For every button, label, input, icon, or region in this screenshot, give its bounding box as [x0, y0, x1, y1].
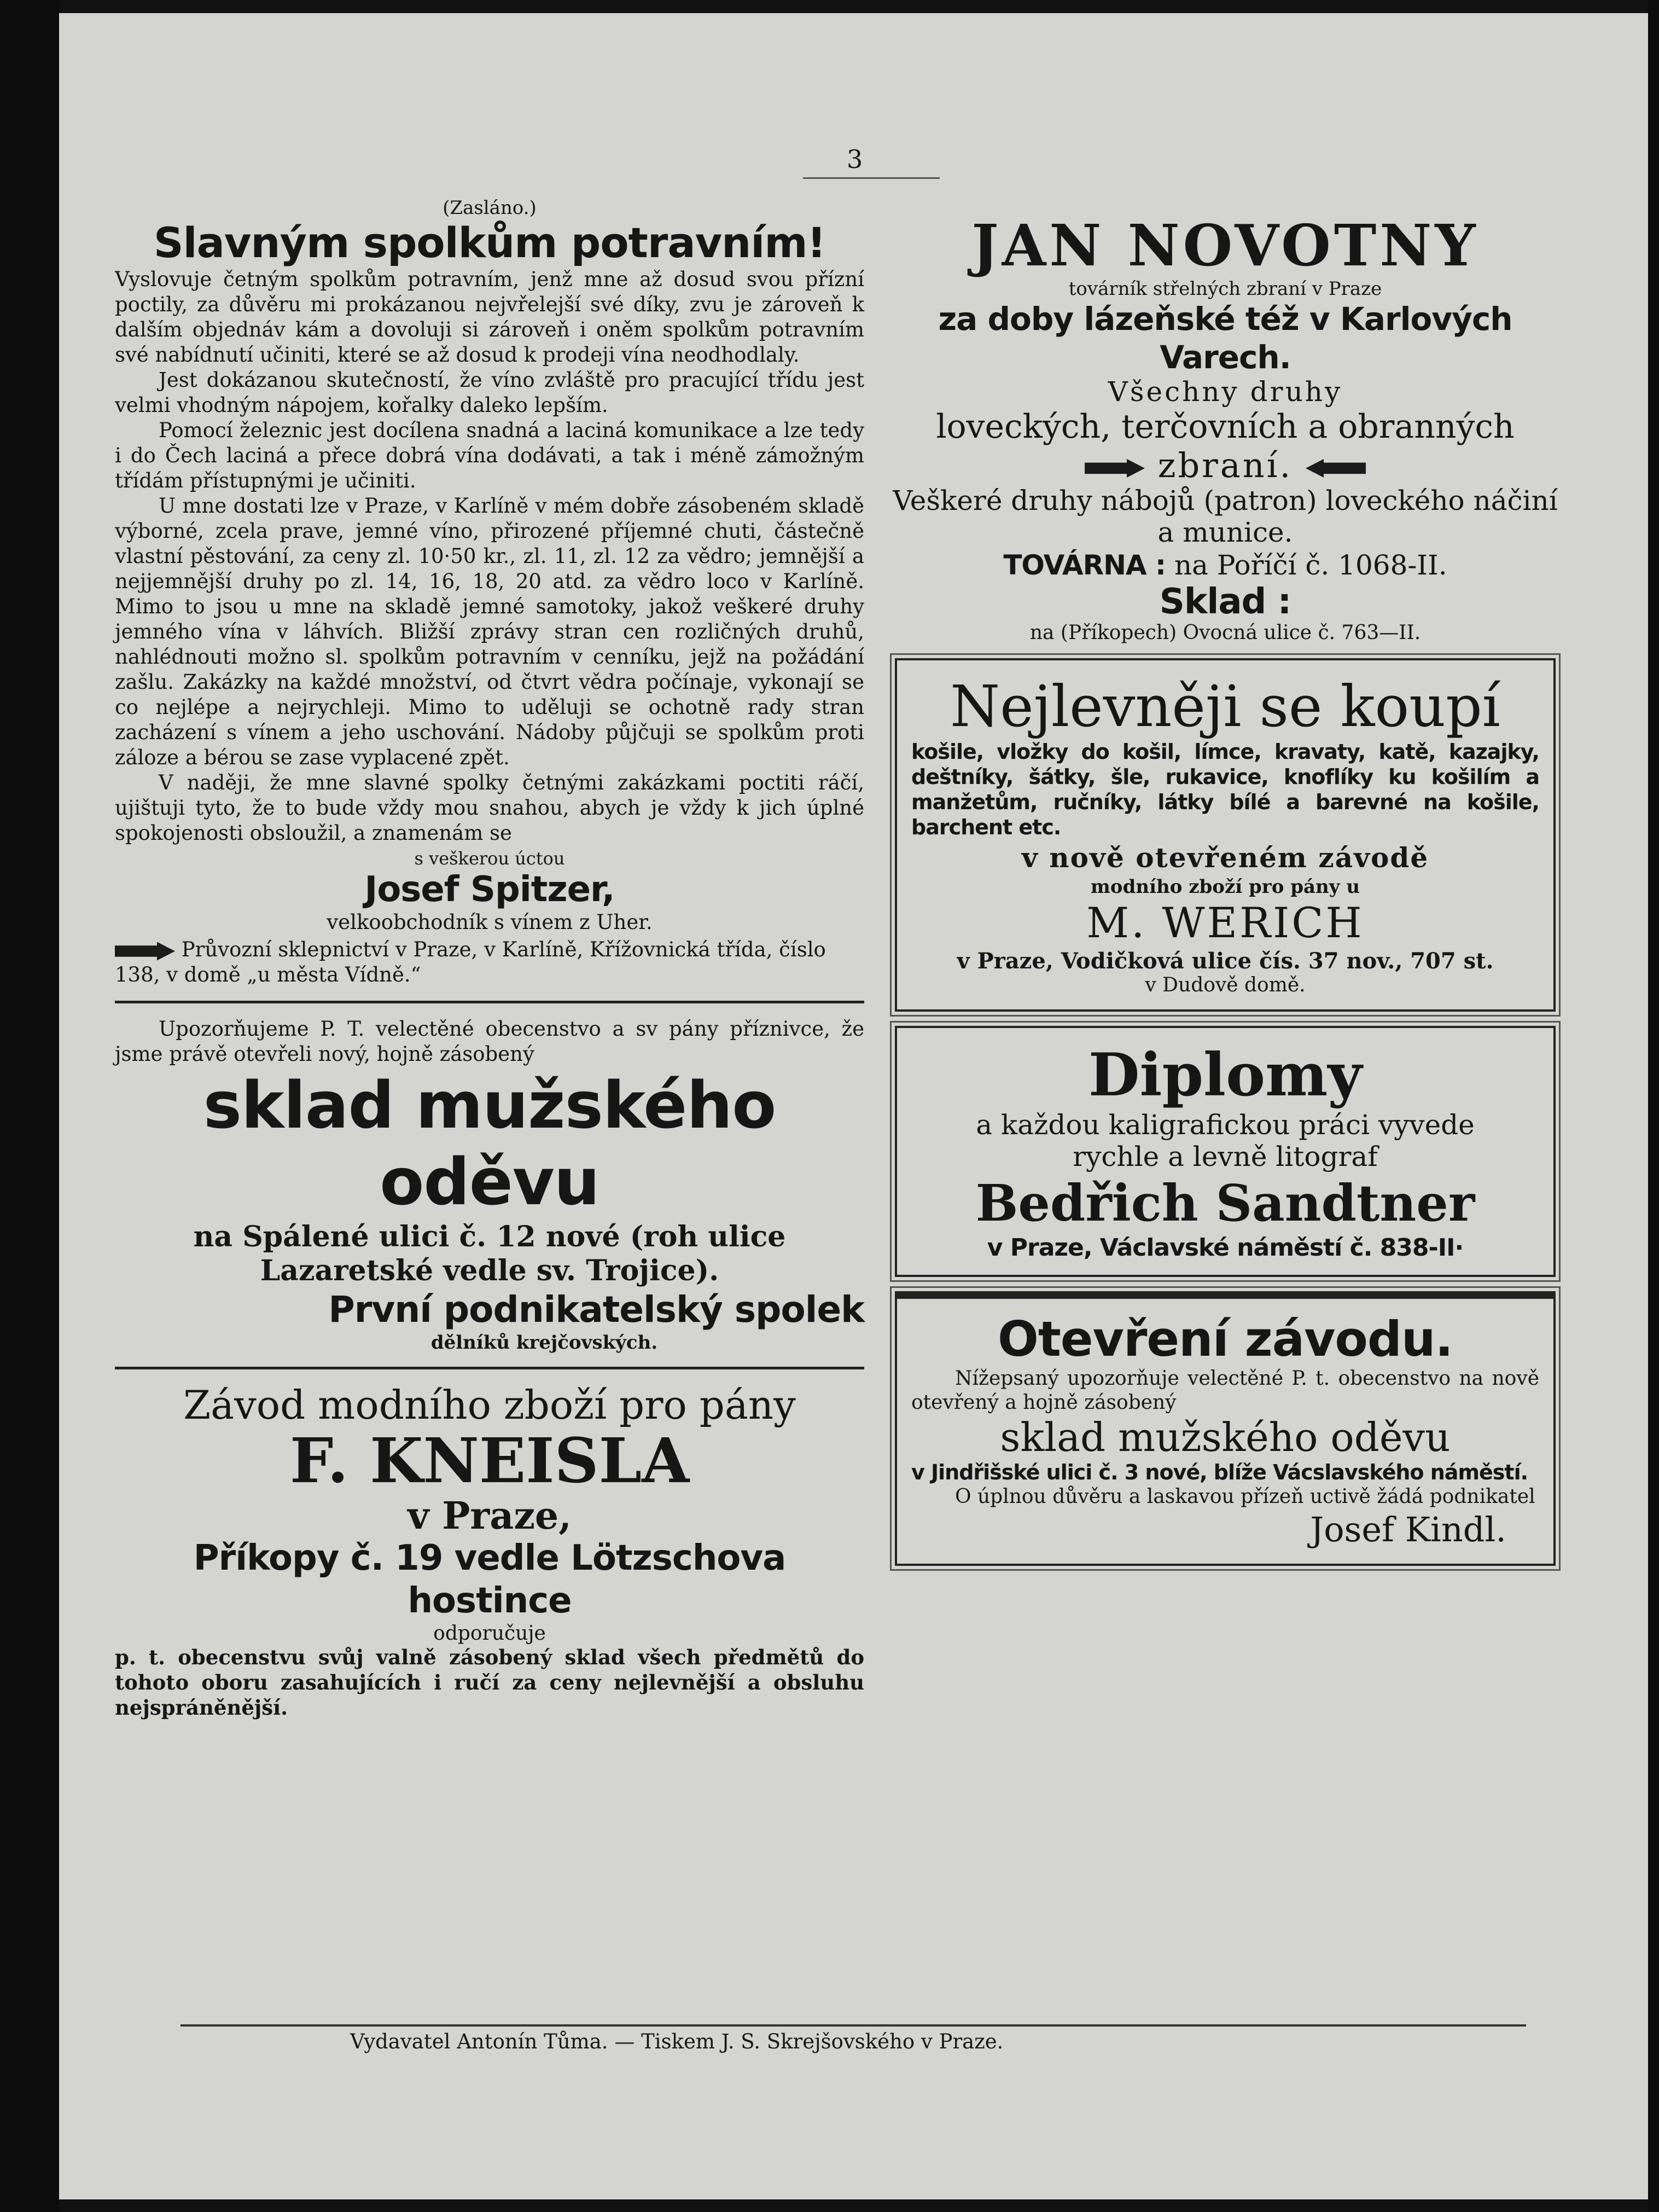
ad-line: Všechny druhy [1108, 376, 1343, 408]
ad-goods: košile, vložky do košil, límce, kravaty, katě, kazajky, deštníky, šátky, šle, rukavice, knoflíky ku košilím a manžetům, ručníky, látky bílé a barevné na košile, barchent etc. [911, 740, 1539, 839]
ad-address: v Jindřišské ulici č. 3 nové, blíže Vácslavského náměstí. [911, 1460, 1528, 1484]
ad-plea: O úplnou důvěru a laskavou přízeň uctivě žádá podnikatel [955, 1485, 1535, 1508]
ad-address [115, 937, 864, 988]
ad-line: zbraní. [1157, 445, 1293, 485]
ad-line-with-pointers [892, 446, 1559, 485]
ad-name: F. KNEISLA [289, 1425, 690, 1497]
ad-name: JAN NOVOTNY [971, 212, 1479, 279]
signature: Josef Spitzer, [364, 869, 615, 910]
factory-line [892, 548, 1559, 582]
ad-line: Veškeré druhy nábojů (patron) loveckého náčiní a munice. [893, 485, 1558, 548]
clothing-store-ad [115, 1017, 864, 1354]
pointing-hand-icon [115, 942, 175, 961]
ad-note: (Zasláno.) [443, 197, 537, 219]
ad-title: továrník střelných zbraní v Praze [1068, 278, 1382, 300]
ad-house: v Dudově domě. [1145, 974, 1306, 996]
ad-name: Josef Kindl. [1310, 1509, 1506, 1549]
page-number: 3 [847, 144, 863, 174]
ad-headline: Diplomy [1088, 1041, 1363, 1110]
ad-headline: Otevření závodu. [998, 1311, 1453, 1367]
ad-line: v nově otevřeném závodě [1021, 841, 1429, 874]
ad-line: rychle a levně litograf [1073, 1141, 1378, 1172]
page-number-rule [803, 177, 940, 179]
scan-border-left [0, 0, 59, 2212]
ad-city: v Praze, [408, 1494, 572, 1538]
divider [115, 1001, 864, 1003]
paragraph: V naději, že mne slavné spolky četnými zakázkami poctiti ráčí, ujištuji tyto, že to bude vždy mou snahou, abych je vždy k jich úplné spokojenosti obsloužil, a znamenám se [115, 771, 864, 845]
divider [115, 1367, 864, 1369]
ad-name: Bedřich Sandtner [975, 1174, 1475, 1233]
factory-address: na Poříčí č. 1068-II. [1174, 549, 1447, 581]
paragraph: U mne dostati lze v Praze, v Karlíně v mém dobře zásobeném skladě výborné, zcela prave, jemné víno, přirozené příjemné chuti, částečně vlastní pěstování, za ceny zl. 10·50 kr., zl. 11, zl. 12 za vědro; jemnější a nejjemnější druhy po zl. 14, 16, 18, 20 atd. za vědro loco v Karlíně. Mimo to jsou u mne na skladě jemné samotoky, jakož veškeré druhy jemného vína v láhvích. Bližší zprávy stran cen rozličných druhů, nahlédnouti možno sl. spolkům potravním v cenníku, jejž na požádání zašlu. Zakázky na každé množství, od čtvrt vědra počínaje, vykonají se co nejlépe a nejrychleji. Mimo to uděluji se ochotně rady stran zacházení s vínem a jeho uschování. Nádoby půjčuji se spolkům proti záloze a bérou se zase vyplacené zpět. [115, 494, 864, 769]
ad-address: v Praze, Vodičková ulice čís. 37 nov., 707 st. [957, 948, 1494, 974]
ad-line: Závod modního zboží pro pány [183, 1382, 796, 1428]
ad-headline: Slavným spolkům potravním! [153, 218, 826, 267]
ad-season: za doby lázeňské též v Karlových Varech. [938, 300, 1512, 376]
right-column [892, 213, 1559, 1580]
ad-location: na Spálené ulici č. 12 nové (roh ulice Lazaretské vedle sv. Trojice). [193, 1220, 786, 1287]
scan-border-right [1648, 0, 1659, 2212]
ad-name: M. WERICH [1086, 898, 1364, 947]
ad-address: v Praze, Václavské náměstí č. 838-II· [987, 1234, 1464, 1262]
imprint-footer: Vydavatel Antonín Tůma. — Tiskem J. S. Skrejšovského v Praze. [350, 2030, 1004, 2053]
sandtner-ad [895, 1026, 1556, 1277]
store-label: Sklad : [1159, 582, 1291, 622]
ad-headline: Nejlevněji se koupí [950, 673, 1500, 740]
ad-text [115, 1645, 864, 1720]
factory-label: TOVÁRNA : [1003, 549, 1166, 581]
paragraph: Jest dokázanou skutečností, že víno zvláště pro pracující třídu jest velmi vhodným nápojem, kořalky daleko lepším. [115, 368, 864, 417]
ad-line: modního zboží pro pány u [1090, 876, 1360, 898]
spitzer-ad [115, 197, 864, 988]
kneisl-ad [115, 1383, 864, 1720]
company-name: První podnikatelský spolek [328, 1288, 864, 1331]
ad-intro [115, 1017, 864, 1067]
kindl-ad [895, 1291, 1556, 1566]
signature-title: velkoobchodník s vínem z Uher. [327, 910, 653, 934]
company-sub: dělníků krejčovských. [430, 1332, 658, 1354]
pointing-hand-icon [1306, 459, 1366, 478]
novotny-ad [892, 213, 1559, 644]
ad-address: Příkopy č. 19 vedle Lötzschova hostince [193, 1538, 786, 1621]
paragraph: Upozorňujeme P. T. velectěné obecenstvo a sv pány příznivce, že jsme právě otevřeli nový, hojně zásobený [115, 1017, 864, 1066]
ad-line: a každou kaligrafickou práci vyvede [976, 1109, 1475, 1141]
salutation: s veškerou úctou [414, 848, 565, 869]
address-text: Průvozní sklepnictví v Praze, v Karlíně, Křížovnická třída, číslo 138, v domě „u města Vídně.“ [115, 938, 826, 986]
ad-headline: sklad mužského oděvu [203, 1067, 776, 1220]
pointing-hand-icon [1085, 459, 1145, 478]
paragraph: Pomocí železnic jest docílena snadná a laciná komunikace a lze tedy i do Čech laciná a přece dobrá vína dodávati, a tak i méně zámožným třídám přístupnými je učiniti. [115, 419, 864, 492]
werich-ad [895, 658, 1556, 1012]
ad-line: loveckých, terčovních a obranných [936, 408, 1515, 446]
left-column [115, 197, 864, 1720]
store-address: na (Příkopech) Ovocná ulice č. 763—II. [1029, 622, 1421, 644]
ad-body [115, 267, 864, 846]
paragraph: p. t. obecenstvu svůj valně zásobený sklad všech předmětů do tohoto oboru zasahujících i ručí za ceny nejlevnější a obsluhu nejspráněnější. [115, 1645, 864, 1720]
ad-recommends: odporučuje [433, 1622, 546, 1645]
footer-rule [181, 2024, 1526, 2027]
paragraph: Vyslovuje četným spolkům potravním, jenž mne až dosud svou přízní poctily, za důvěru mi prokázanou nejvřelejší své díky, zvu je zároveň k dalším objednáv kám a dovoluji si zároveň i oněm spolkům potravním své nabídnutí učiniti, které se až dosud k prodeji vína neodhodlaly. [115, 268, 864, 367]
ad-intro: Nížepsaný upozorňuje velectěné P. t. obecenstvo na nově otevřený a hojně zásobený [911, 1367, 1539, 1414]
ad-store: sklad mužského oděvu [1000, 1414, 1451, 1460]
